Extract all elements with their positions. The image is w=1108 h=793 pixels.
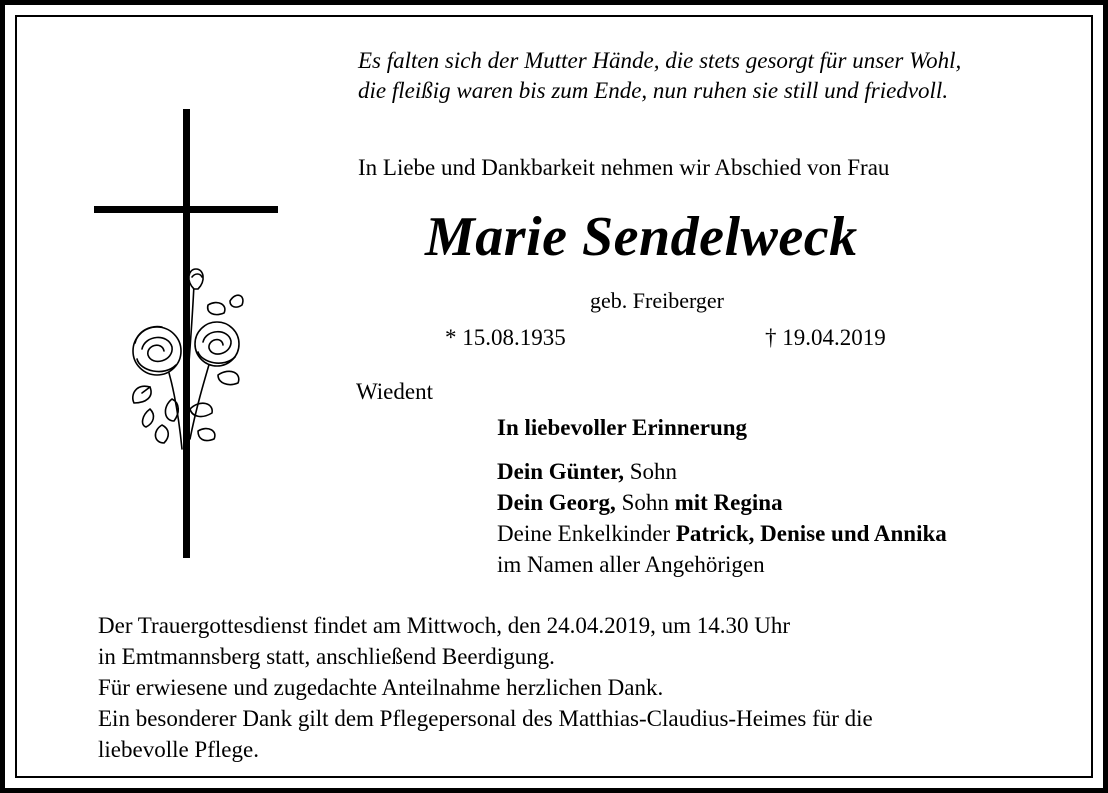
mourners-list — [497, 456, 947, 580]
mourner-name: Dein Günter, — [497, 459, 624, 484]
footer-line-2: in Emtmannsberg statt, anschließend Beerdigung. — [98, 644, 555, 669]
cross-icon — [94, 109, 278, 558]
mourner-line-3 — [497, 518, 947, 549]
service-details — [98, 610, 873, 765]
mourner-partner: mit Regina — [674, 490, 783, 515]
farewell-intro: In Liebe und Dankbarkeit nehmen wir Abschied von Frau — [358, 155, 890, 180]
birth-date: * 15.08.1935 — [445, 325, 566, 350]
maiden-name: geb. Freiberger — [590, 288, 724, 313]
footer-line-4: Ein besonderer Dank gilt dem Pflegepersonal des Matthias-Claudius-Heimes für die — [98, 706, 873, 731]
residence-place: Wiedent — [356, 379, 433, 404]
grandchildren-label: Deine Enkelkinder — [497, 521, 676, 546]
mourner-line-2 — [497, 487, 947, 518]
deceased-name: Marie Sendelweck — [425, 206, 858, 268]
mourner-relation: Sohn — [623, 459, 677, 484]
poem-line-2: die fleißig waren bis zum Ende, nun ruhen sie still und friedvoll. — [358, 78, 949, 103]
footer-line-1: Der Trauergottesdienst findet am Mittwoch, den 24.04.2019, um 14.30 Uhr — [98, 613, 791, 638]
memorial-poem — [358, 46, 961, 106]
grandchildren-names: Patrick, Denise und Annika — [675, 521, 947, 546]
mourner-name: Dein Georg, — [497, 490, 616, 515]
mourner-relation: Sohn — [615, 490, 675, 515]
footer-line-5: liebevolle Pflege. — [98, 737, 259, 762]
poem-line-1: Es falten sich der Mutter Hände, die stets gesorgt für unser Wohl, — [358, 48, 962, 73]
mourner-line-4: im Namen aller Angehörigen — [497, 552, 765, 577]
mourner-line-1 — [497, 456, 947, 487]
footer-line-3: Für erwiesene und zugedachte Anteilnahme herzlichen Dank. — [98, 675, 664, 700]
death-date: † 19.04.2019 — [765, 325, 886, 350]
mourners-heading: In liebevoller Erinnerung — [497, 415, 748, 440]
cross-with-roses-illustration — [90, 109, 285, 561]
